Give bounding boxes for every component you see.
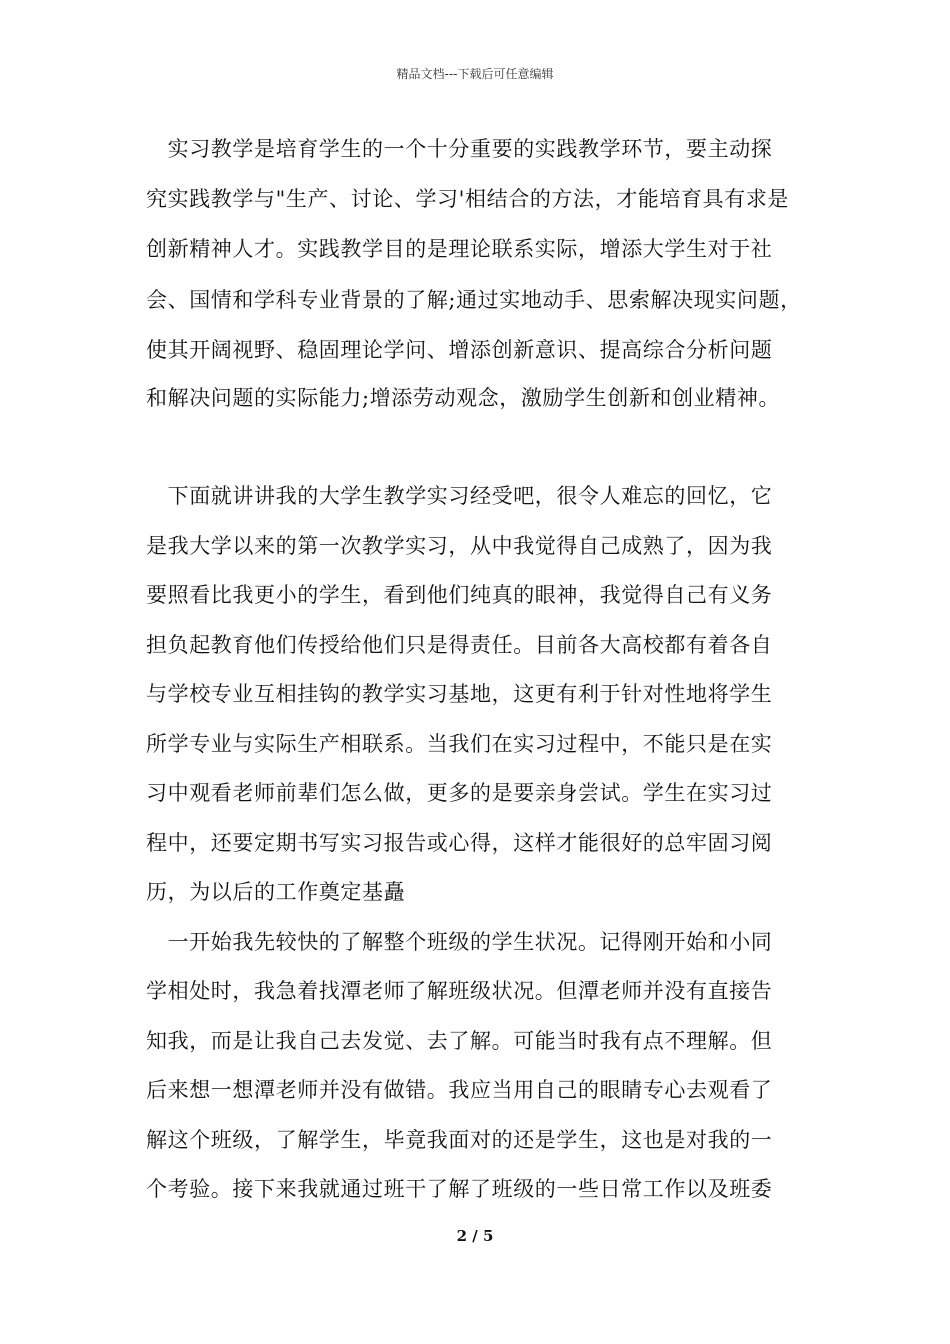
text-line: 和解决问题的实际能力;增添劳动观念，激励学生创新和创业精神。 bbox=[146, 386, 781, 410]
text-line: 一开始我先较快的了解整个班级的学生状况。记得刚开始和小同 bbox=[146, 930, 773, 954]
text-line: 会、国情和学科专业背景的了解;通过实地动手、思索解决现实问题， bbox=[146, 288, 802, 312]
text-line: 创新精神人才。实践教学目的是理论联系实际，增添大学生对于社 bbox=[146, 237, 773, 261]
page-number: 2 / 5 bbox=[456, 1227, 494, 1245]
text-line: 学相处时，我急着找潭老师了解班级状况。但潭老师并没有直接告 bbox=[146, 979, 773, 1003]
text-line: 所学专业与实际生产相联系。当我们在实习过程中，不能只是在实 bbox=[146, 732, 773, 756]
page-header: 精品文档---下载后可任意编辑 bbox=[396, 67, 554, 81]
text-line: 个考验。接下来我就通过班干了解了班级的一些日常工作以及班委 bbox=[146, 1177, 773, 1201]
text-line: 担负起教育他们传授给他们只是得责任。目前各大高校都有着各自 bbox=[146, 633, 773, 657]
text-line: 历，为以后的工作奠定基矗 bbox=[146, 880, 406, 904]
text-line: 后来想一想潭老师并没有做错。我应当用自己的眼睛专心去观看了 bbox=[146, 1078, 773, 1102]
text-line: 实习教学是培育学生的一个十分重要的实践教学环节，要主动探 bbox=[146, 137, 773, 161]
text-line: 下面就讲讲我的大学生教学实习经受吧，很令人难忘的回忆，它 bbox=[146, 484, 773, 508]
text-line: 要照看比我更小的学生，看到他们纯真的眼神，我觉得自己有义务 bbox=[146, 583, 773, 607]
text-line: 使其开阔视野、稳固理论学问、增添创新意识、提高综合分析问题 bbox=[146, 338, 773, 362]
text-line: 解这个班级，了解学生，毕竟我面对的还是学生，这也是对我的一 bbox=[146, 1128, 773, 1152]
text-line: 究实践教学与"生产、讨论、学习'相结合的方法，才能培育具有求是 bbox=[146, 187, 790, 211]
text-line: 是我大学以来的第一次教学实习，从中我觉得自己成熟了，因为我 bbox=[146, 534, 773, 558]
text-line: 习中观看老师前辈们怎么做，更多的是要亲身尝试。学生在实习过 bbox=[146, 781, 773, 805]
text-line: 与学校专业互相挂钩的教学实习基地，这更有利于针对性地将学生 bbox=[146, 682, 773, 706]
text-line: 知我，而是让我自己去发觉、去了解。可能当时我有点不理解。但 bbox=[146, 1029, 773, 1053]
text-line: 程中，还要定期书写实习报告或心得，这样才能很好的总牢固习阅 bbox=[146, 831, 773, 855]
